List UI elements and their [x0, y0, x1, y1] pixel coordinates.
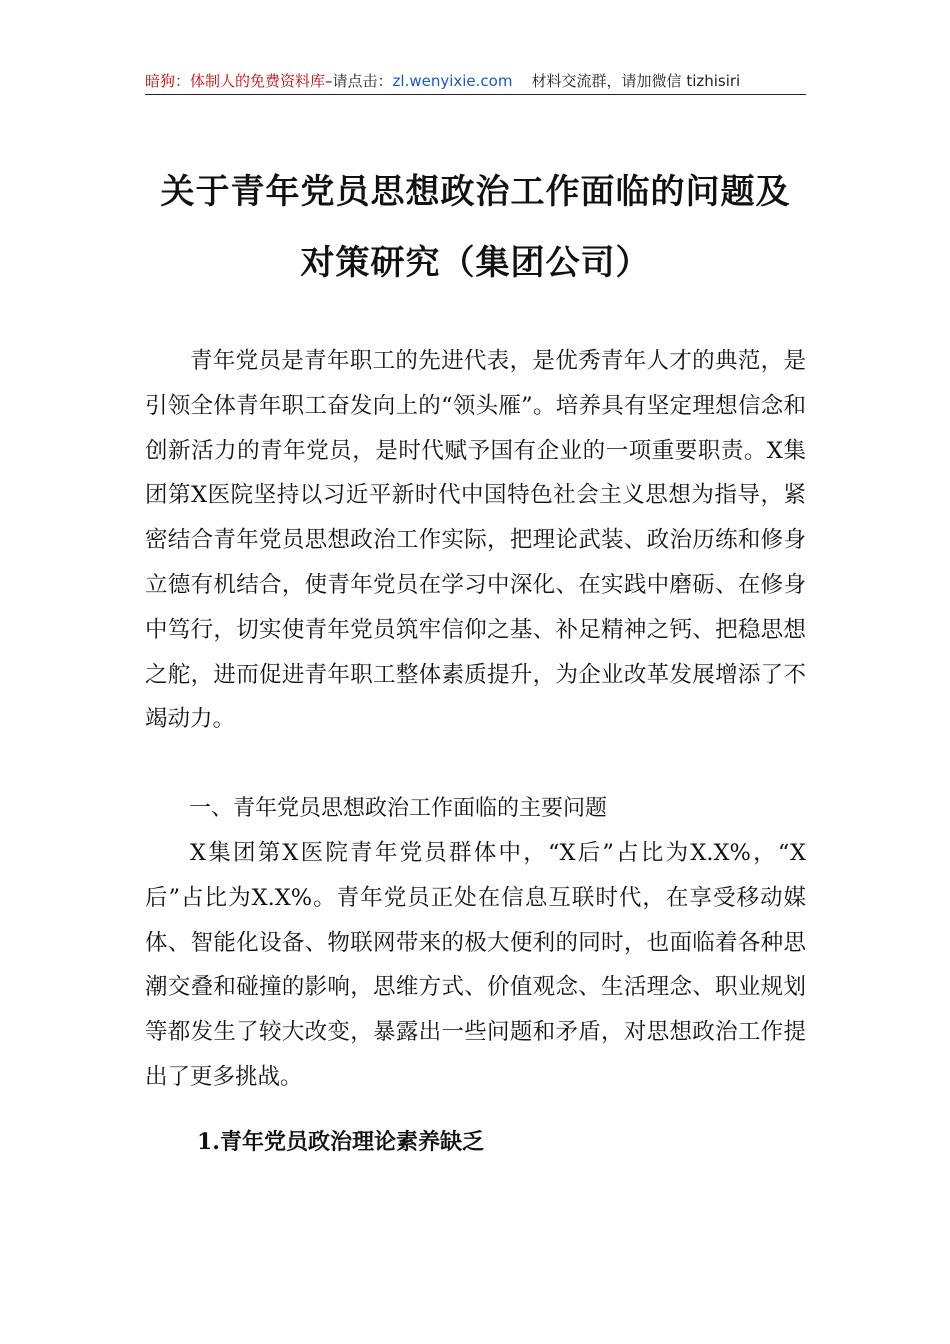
intro-paragraph: 青年党员是青年职工的先进代表，是优秀青年人才的典范，是引领全体青年职工奋发向上的“领头雁”。培养具有坚定理想信念和创新活力的青年党员，是时代赋予国有企业的一项重要职责。X集团第X医院坚持以习近平新时代中国特色社会主义思想为指导，紧密结合青年党员思想政治工作实际，把理论武装、政治历练和修身立德有机结合，使青年党员在学习中深化、在实践中磨砺、在修身中笃行，切实使青年党员筑牢信仰之基、补足精神之钙、把稳思想之舵，进而促进青年职工整体素质提升，为企业改革发展增添了不竭动力。: [145, 348, 806, 733]
section-1-paragraph: X集团第X医院青年党员群体中，“X后”占比为X.X%，“X后”占比为X.X%。青年党员正处在信息互联时代，在享受移动媒体、智能化设备、物联网带来的极大便利的同时，也面临着各种思潮交叠和碰撞的影响，思维方式、价值观念、生活理念、职业规划等都发生了较大改变，暴露出一些问题和矛盾，对思想政治工作提出了更多挑战。: [145, 840, 806, 1090]
header-group-note: 材料交流群，请加微信 tizhisiri: [531, 72, 741, 90]
header-click-prompt: –请点击：: [325, 72, 393, 90]
subsection-1-heading: 1.青年党员政治理论素养缺乏: [197, 1129, 484, 1155]
header-url-link[interactable]: zl.wenyixie.com: [392, 72, 513, 90]
document-title-line-1: 关于青年党员思想政治工作面临的问题及: [160, 172, 791, 212]
header-site-name[interactable]: 暗狗：体制人的免费资料库: [145, 72, 326, 90]
page-header: [145, 70, 806, 95]
section-1-heading: 一、青年党员思想政治工作面临的主要问题: [189, 796, 608, 821]
document-title-line-2: 对策研究（集团公司）: [300, 243, 651, 283]
